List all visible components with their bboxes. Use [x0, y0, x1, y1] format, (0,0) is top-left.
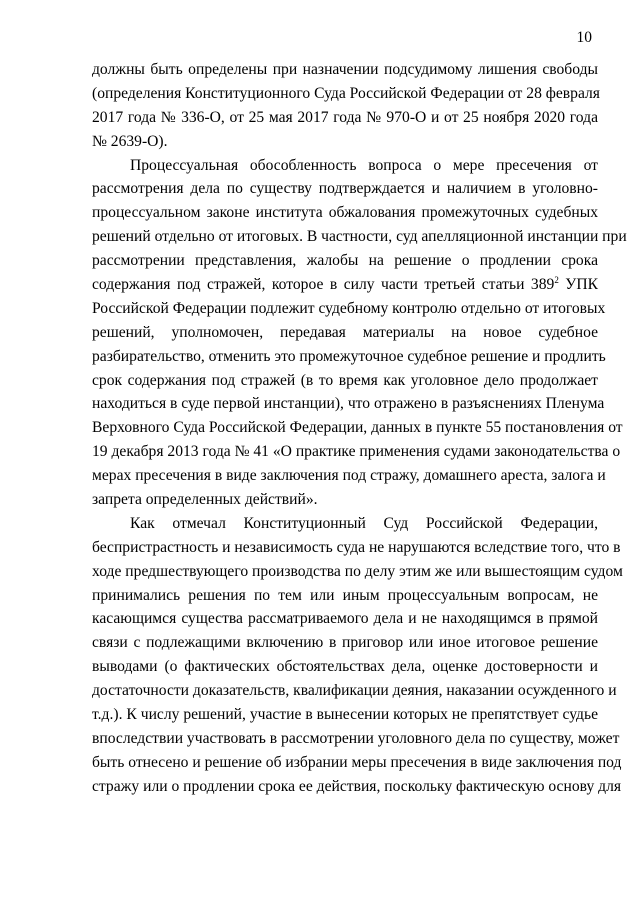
text-line [92, 607, 598, 631]
text-line-content: Российской Федерации подлежит судебному контролю отдельно от итоговых [92, 299, 606, 317]
text-line-content: разбирательство, отменить это промежуточное судебное решение и продлить [92, 347, 606, 365]
text-line [92, 727, 620, 751]
text-line-content: 19 декабря 2013 года № 41 «О практике применения судами законодательства о [92, 443, 621, 461]
text-line-content: рассмотрении представления, жалобы на решение о продлении срока [92, 252, 598, 270]
text-line-content: впоследствии участвовать в рассмотрении уголовного дела по существу, может [92, 729, 620, 747]
text-line [92, 345, 606, 369]
text-line-content: запрета определенных действий». [92, 491, 318, 509]
text-line-content: касающимся существа рассматриваемого дела и не находящимся в прямой [92, 610, 598, 628]
text-line [92, 58, 598, 82]
text-line-content: должны быть определены при назначении подсудимому лишения свободы [92, 61, 598, 78]
text-line-content: т.д.). К числу решений, участие в вынесении которых не препятствует судье [92, 706, 598, 724]
text-line-content: Процессуальная обособленность вопроса о мере пресечения от [130, 156, 598, 174]
text-line-tail: УПК [558, 276, 598, 294]
text-line-content: 2017 года № 336-О, от 25 мая 2017 года № 970-О и от 25 ноября 2020 года [92, 108, 598, 126]
text-line-content: решений отдельно от итоговых. В частности, суд апелляционной инстанции при [92, 228, 627, 246]
text-line [92, 440, 621, 464]
text-line [92, 201, 598, 225]
text-line [92, 321, 598, 345]
text-line-content: достаточности доказательств, квалификации деяния, наказании осужденного и [92, 682, 617, 700]
text-line-content: Верховного Суда Российской Федерации, данных в пункте 55 постановления от [92, 419, 623, 437]
text-line [92, 584, 598, 608]
text-line [92, 655, 598, 679]
text-line-content: рассмотрения дела по существу подтверждается и наличием в уголовно- [92, 180, 598, 198]
text-line [92, 560, 623, 584]
text-line [92, 536, 621, 560]
text-line [92, 273, 598, 297]
text-line [92, 416, 623, 440]
text-line [92, 369, 598, 393]
text-line [92, 177, 598, 201]
text-line [92, 392, 605, 416]
text-line-content: Как отмечал Конституционный Суд Российской Федерации, [130, 514, 598, 532]
text-line-content: решений, уполномочен, передавая материалы на новое судебное [92, 323, 598, 341]
text-line-content: ходе предшествующего производства по делу этим же или вышестоящим судом [92, 562, 623, 580]
text-line [92, 703, 598, 727]
text-line [92, 631, 598, 655]
text-line [92, 679, 617, 703]
text-line [92, 154, 598, 178]
text-line-content: мерах пресечения в виде заключения под стражу, домашнего ареста, залога и [92, 467, 606, 485]
text-line-content: быть отнесено и решение об избрании меры пресечения в виде заключения под [92, 753, 622, 771]
text-line-content: № 2639-О). [92, 132, 168, 150]
text-line [92, 249, 598, 273]
text-line-content: (определения Конституционного Суда Российской Федерации от 28 февраля [92, 84, 600, 102]
text-line-content: стражу или о продлении срока ее действия, поскольку фактическую основу для [92, 777, 622, 795]
body-text [92, 58, 627, 799]
text-line [92, 82, 598, 106]
text-line-content: процессуальном законе института обжалования промежуточных судебных [92, 204, 598, 222]
text-line-content: принимались решения по тем или иным процессуальным вопросам, не [92, 586, 598, 604]
text-line-content: связи с подлежащими включению в приговор или иное итоговое решение [92, 634, 598, 652]
text-line [92, 512, 598, 536]
page-number: 10 [576, 29, 592, 46]
text-line-content: находиться в суде первой инстанции), что отражено в разъяснениях Пленума [92, 395, 605, 413]
text-line [92, 751, 622, 775]
superscript: 2 [554, 275, 559, 286]
text-line [92, 488, 598, 512]
text-line [92, 775, 622, 799]
text-line [92, 130, 598, 154]
text-line-content: выводами (о фактических обстоятельствах дела, оценке достоверности и [92, 658, 598, 676]
text-line [92, 225, 627, 249]
text-line-content: содержания под стражей, которое в силу части третьей статьи 389 [92, 276, 555, 294]
text-line-content: срок содержания под стражей (в то время как уголовное дело продолжает [92, 371, 598, 389]
text-line [92, 464, 606, 488]
text-line [92, 297, 606, 321]
text-line-content: беспристрастность и независимость суда не нарушаются вследствие того, что в [92, 538, 621, 556]
text-line [92, 106, 598, 130]
